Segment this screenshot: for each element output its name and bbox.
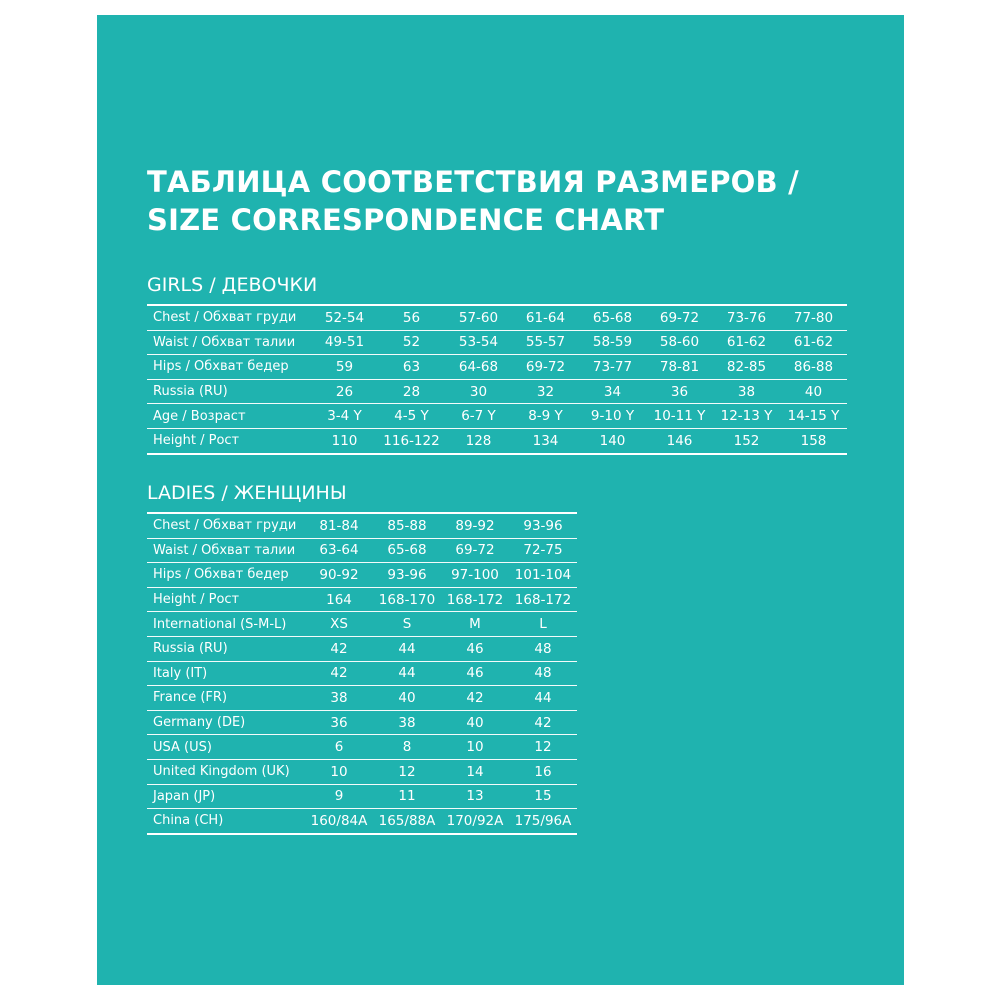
table-cell: 140 <box>599 432 626 449</box>
table-cell: 36 <box>305 710 373 735</box>
table-cell: 72-75 <box>509 538 577 563</box>
table-cell: 11 <box>373 784 441 809</box>
table-cell: 56 <box>378 305 445 330</box>
row-label: Waist / Обхват талии <box>147 330 311 355</box>
table-cell: 164 <box>305 587 373 612</box>
row-label: Chest / Обхват груди <box>147 305 311 330</box>
table-cell: 59 <box>311 355 378 380</box>
table-cell: L <box>509 612 577 637</box>
table-cell: 168-170 <box>373 587 441 612</box>
table-cell: 65-68 <box>373 538 441 563</box>
table-cell: 10 <box>441 735 509 760</box>
table-cell: 63-64 <box>305 538 373 563</box>
table-cell: 93-96 <box>509 513 577 538</box>
table-cell: 9 <box>305 784 373 809</box>
table-cell: 8 <box>373 735 441 760</box>
table-cell: 170/92A <box>446 812 504 829</box>
table-cell: 86-88 <box>780 355 847 380</box>
table-cell: 49-51 <box>311 330 378 355</box>
table-row <box>147 428 847 453</box>
table-row <box>147 563 577 588</box>
table-cell: 53-54 <box>445 330 512 355</box>
table-cell: 63 <box>378 355 445 380</box>
row-label: United Kingdom (UK) <box>147 759 305 784</box>
table-cell: 8-9 Y <box>512 404 579 429</box>
table-cell: 28 <box>378 379 445 404</box>
table-cell: 101-104 <box>509 563 577 588</box>
table-row <box>147 735 577 760</box>
row-label: Hips / Обхват бедер <box>147 563 305 588</box>
table-cell: 9-10 Y <box>579 404 646 429</box>
table-cell: 26 <box>311 379 378 404</box>
table-cell: 69-72 <box>512 355 579 380</box>
table-cell: 6 <box>305 735 373 760</box>
table-cell: 16 <box>509 759 577 784</box>
row-label: France (FR) <box>147 686 305 711</box>
page-title <box>147 163 799 239</box>
table-row <box>147 809 577 834</box>
table-row <box>147 587 577 612</box>
table-cell: 175/96A <box>514 812 572 829</box>
table-row <box>147 686 577 711</box>
table-cell: 42 <box>305 636 373 661</box>
girls-section-title: GIRLS / ДЕВОЧКИ <box>147 274 318 296</box>
table-cell: 152 <box>733 432 760 449</box>
table-cell: 57-60 <box>445 305 512 330</box>
ladies-table-body <box>147 513 577 834</box>
table-cell: 40 <box>441 710 509 735</box>
row-label: Italy (IT) <box>147 661 305 686</box>
row-label: Japan (JP) <box>147 784 305 809</box>
girls-table-body <box>147 305 847 454</box>
table-cell: 46 <box>441 636 509 661</box>
table-cell: 69-72 <box>441 538 509 563</box>
table-row <box>147 759 577 784</box>
table-cell: 10-11 Y <box>646 404 713 429</box>
table-cell: 38 <box>373 710 441 735</box>
table-row <box>147 355 847 380</box>
table-row <box>147 538 577 563</box>
row-label: International (S-M-L) <box>147 612 305 637</box>
ladies-section-title: LADIES / ЖЕНЩИНЫ <box>147 482 347 504</box>
table-cell: 160/84A <box>310 812 368 829</box>
row-label: Germany (DE) <box>147 710 305 735</box>
table-row <box>147 379 847 404</box>
table-cell: 3-4 Y <box>311 404 378 429</box>
table-cell: 42 <box>509 710 577 735</box>
table-cell: 97-100 <box>441 563 509 588</box>
table-cell: 69-72 <box>646 305 713 330</box>
table-cell: 61-62 <box>713 330 780 355</box>
table-cell: 38 <box>305 686 373 711</box>
size-chart-sheet <box>97 15 904 985</box>
table-cell: 77-80 <box>780 305 847 330</box>
row-label: Russia (RU) <box>147 636 305 661</box>
table-row <box>147 784 577 809</box>
row-label: Height / Рост <box>147 587 305 612</box>
table-cell: 4-5 Y <box>378 404 445 429</box>
table-cell: 65-68 <box>579 305 646 330</box>
page-title-line-2: SIZE CORRESPONDENCE CHART <box>147 203 665 237</box>
table-row <box>147 513 577 538</box>
table-cell: 12-13 Y <box>713 404 780 429</box>
table-cell: 73-77 <box>579 355 646 380</box>
table-cell: 44 <box>509 686 577 711</box>
table-cell: 12 <box>509 735 577 760</box>
row-label: Height / Рост <box>153 433 240 449</box>
table-row <box>147 661 577 686</box>
row-label: China (CH) <box>153 813 224 829</box>
table-cell: 42 <box>305 661 373 686</box>
table-cell: 44 <box>373 661 441 686</box>
table-cell: 116-122 <box>383 432 440 449</box>
table-row <box>147 404 847 429</box>
table-cell: 52 <box>378 330 445 355</box>
table-cell: 134 <box>532 432 559 449</box>
table-cell: 89-92 <box>441 513 509 538</box>
table-row <box>147 305 847 330</box>
table-row <box>147 710 577 735</box>
row-label: Chest / Обхват груди <box>147 513 305 538</box>
table-cell: 81-84 <box>305 513 373 538</box>
table-cell: 82-85 <box>713 355 780 380</box>
table-cell: 10 <box>305 759 373 784</box>
table-cell: 13 <box>441 784 509 809</box>
table-cell: 58-60 <box>646 330 713 355</box>
table-cell: S <box>373 612 441 637</box>
table-cell: 30 <box>445 379 512 404</box>
page-title-line-1: ТАБЛИЦА СООТВЕТСТВИЯ РАЗМЕРОВ / <box>147 165 799 199</box>
table-cell: 61-62 <box>780 330 847 355</box>
table-cell: 42 <box>441 686 509 711</box>
table-cell: 128 <box>465 432 492 449</box>
table-cell: 6-7 Y <box>445 404 512 429</box>
row-label: Russia (RU) <box>147 379 311 404</box>
table-cell: 55-57 <box>512 330 579 355</box>
table-cell: 46 <box>441 661 509 686</box>
row-label: Waist / Обхват талии <box>147 538 305 563</box>
table-cell: 165/88A <box>378 812 436 829</box>
table-cell: 58-59 <box>579 330 646 355</box>
row-label: Age / Возраст <box>147 404 311 429</box>
table-cell: 40 <box>780 379 847 404</box>
table-cell: 36 <box>646 379 713 404</box>
table-cell: 48 <box>509 636 577 661</box>
table-cell: 34 <box>579 379 646 404</box>
table-cell: 40 <box>373 686 441 711</box>
girls-size-table <box>147 304 847 455</box>
ladies-size-table <box>147 512 577 835</box>
table-cell: 73-76 <box>713 305 780 330</box>
table-cell: 48 <box>509 661 577 686</box>
table-cell: 38 <box>713 379 780 404</box>
table-cell: 168-172 <box>509 587 577 612</box>
table-cell: 110 <box>331 432 358 449</box>
table-cell: 44 <box>373 636 441 661</box>
table-cell: 90-92 <box>305 563 373 588</box>
table-cell: 61-64 <box>512 305 579 330</box>
table-row <box>147 612 577 637</box>
table-cell: 78-81 <box>646 355 713 380</box>
table-cell: 32 <box>512 379 579 404</box>
table-cell: 52-54 <box>311 305 378 330</box>
table-cell: 146 <box>666 432 693 449</box>
row-label: USA (US) <box>147 735 305 760</box>
table-row <box>147 636 577 661</box>
table-cell: M <box>441 612 509 637</box>
table-cell: 14-15 Y <box>780 404 847 429</box>
table-cell: 168-172 <box>441 587 509 612</box>
table-cell: 158 <box>800 432 827 449</box>
table-cell: 64-68 <box>445 355 512 380</box>
row-label: Hips / Обхват бедер <box>147 355 311 380</box>
table-cell: 93-96 <box>373 563 441 588</box>
table-cell: 12 <box>373 759 441 784</box>
table-row <box>147 330 847 355</box>
table-cell: 85-88 <box>373 513 441 538</box>
table-cell: XS <box>305 612 373 637</box>
table-cell: 14 <box>441 759 509 784</box>
table-cell: 15 <box>509 784 577 809</box>
